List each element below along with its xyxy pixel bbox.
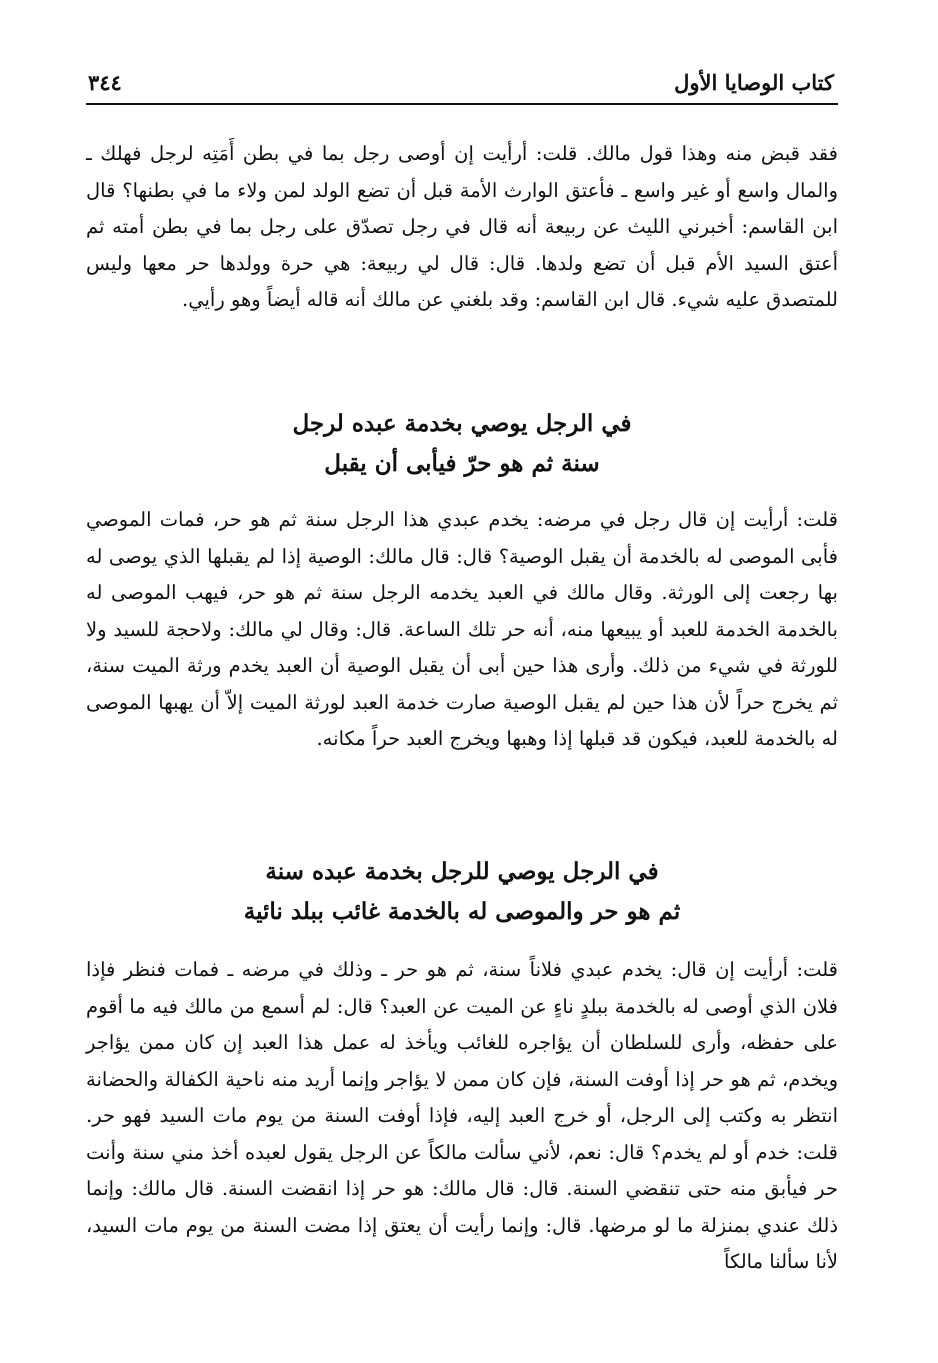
- running-title: كتاب الوصايا الأول: [674, 70, 834, 95]
- section-heading-2-line-2: ثم هو حر والموصى له بالخدمة غائب ببلد نائية: [243, 898, 681, 925]
- section-heading-1-line-2: سنة ثم هو حرّ فيأبى أن يقبل: [324, 450, 600, 477]
- header-rule: [86, 103, 838, 105]
- paragraph-2: قلت: أرأيت إن قال رجل في مرضه: يخدم عبدي هذا الرجل سنة ثم هو حر، فمات الموصي فأبى الموصى له بالخدمة أن يقبل الوصية؟ قال: قال مالك: الوصية إذا لم يقبلها الذي يوصى له بها رجعت إلى الورثة. وقال مالك في العبد يخدمه الرجل سنة ثم هو حر، فيهب الموصى له بالخدمة الخدمة للعبد أو يبيعها منه، أنه حر تلك الساعة. قال: وقال لي مالك: ولاحجة للسيد ولا للورثة في شيء من ذلك. وأرى هذا حين أبى أن يقبل الوصية أن العبد يخدم ورثة الميت سنة، ثم يخرج حراً لأن هذا حين لم يقبل الوصية صارت خدمة العبد لورثة الميت إلاّ أن يهبها الموصى له بالخدمة للعبد، فيكون قد قبلها إذا وهبها ويخرج العبد حراً مكانه.: [86, 508, 838, 750]
- section-heading-2: [86, 852, 838, 932]
- page-header: [86, 68, 836, 102]
- section-heading-2-line-1: في الرجل يوصي للرجل بخدمة عبده سنة: [265, 858, 659, 885]
- page-number: ٣٤٤: [88, 70, 122, 95]
- section-heading-1-line-1: في الرجل يوصي بخدمة عبده لرجل: [292, 410, 632, 437]
- paragraph-3: قلت: أرأيت إن قال: يخدم عبدي فلاناً سنة، ثم هو حر ـ وذلك في مرضه ـ فمات فنظر فإذا فلان الذي أوصى له بالخدمة ببلدٍ ناءٍ عن الميت عن العبد؟ قال: لم أسمع من مالك فيه ما أقوم على حفظه، وأرى للسلطان أن يؤاجره للغائب ويأخذ له عمل هذا العبد إن كان ممن يؤاجر ويخدم، ثم هو حر إذا أوفت السنة، فإن كان ممن لا يؤاجر وإنما أريد منه ناحية الكفالة والحضانة انتظر به وكتب إلى الرجل، أو خرج العبد إليه، فإذا أوفت السنة من يوم مات السيد فهو حر. قلت: خدم أو لم يخدم؟ قال: نعم، لأني سألت مالكاً عن الرجل يقول لعبده أخذ مني سنة وأنت حر فيأبق منه حتى تنقضي السنة. قال: قال مالك: هو حر إذا انقضت السنة. قال مالك: وإنما ذلك عندي بمنزلة ما لو مرضها. قال: وإنما رأيت أن يعتق إذا مضت السنة من يوم مات السيد، لأنا سألنا مالكاً: [86, 958, 838, 1273]
- paragraph-1: فقد قبض منه وهذا قول مالك. قلت: أرأيت إن أوصى رجل بما في بطن أَمَتِه لرجل فهلك ـ والمال واسع أو غير واسع ـ فأعتق الوارث الأمة قبل أن تضع الولد لمن ولاء ما في بطنها؟ قال ابن القاسم: أخبرني الليث عن ربيعة أنه قال في رجل تصدّق على رجل بما في بطن أمته ثم أعتق السيد الأم قبل أن تضع ولدها. قال: قال لي ربيعة: هي حرة وولدها حر معها وليس للمتصدق عليه شيء. قال ابن القاسم: وقد بلغني عن مالك أنه قاله أيضاً وهو رأيي.: [86, 142, 838, 311]
- section-heading-1: [86, 404, 838, 484]
